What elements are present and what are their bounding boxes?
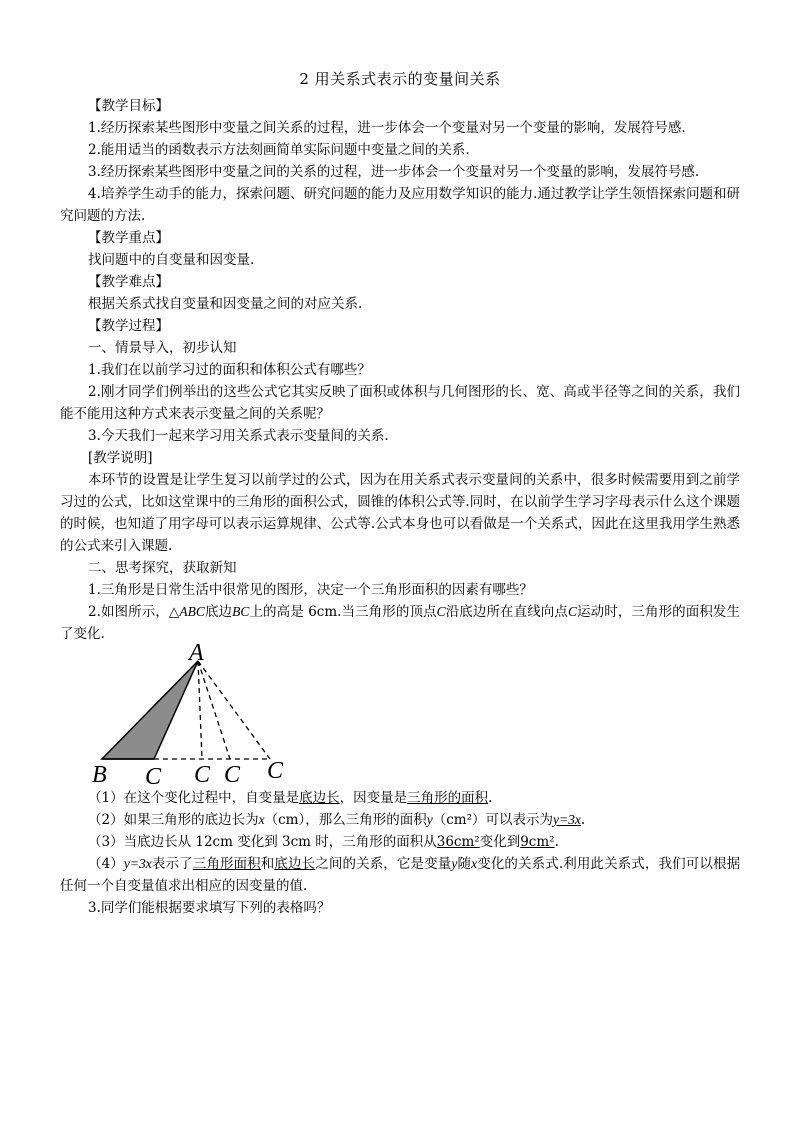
vertex-label-c: C [267, 758, 284, 784]
answer-item: （1）在这个变化过程中，自变量是底边长，因变量是三角形的面积. [88, 790, 493, 806]
goal-item: 4.培养学生动手的能力，探索问题、研究问题的能力及应用数学知识的能力.通过教学让学生领悟探索问题和研究问题的方法. [60, 186, 740, 224]
section-heading: 二、思考探究，获取新知 [88, 560, 237, 576]
page-title: 2 用关系式表示的变量间关系 [299, 70, 501, 88]
heading-difficulties: 【教学难点】 [88, 274, 169, 290]
question-item: 1.三角形是日常生活中很常见的图形，决定一个三角形面积的因素有哪些？ [88, 582, 533, 598]
answer-blank: y=3x [553, 812, 581, 827]
answer-blank: 36cm² [436, 834, 480, 850]
dashed-side [198, 661, 270, 759]
question-item: 3.同学们能根据要求填写下列的表格吗？ [88, 900, 331, 916]
question-item: 2.如图所示，△ABC底边BC上的高是 6cm.当三角形的顶点C沿底边所在直线向点C运动时，三角形的面积发生了变化. [60, 604, 741, 642]
goal-item: 3.经历探索某些图形中变量之间的关系的过程，进一步体会一个变量对另一个变量的影响，发展符号感. [88, 164, 700, 180]
answer-blank: 三角形的面积 [407, 790, 489, 806]
goal-item: 1.经历探索某些图形中变量之间关系的过程，进一步体会一个变量对另一个变量的影响，发展符号感. [88, 120, 686, 136]
key-point-text: 找问题中的自变量和因变量. [88, 252, 255, 268]
heading-goals: 【教学目标】 [88, 98, 169, 114]
vertex-label-b: B [92, 762, 107, 788]
answer-blank: 9cm² [520, 834, 555, 850]
dashed-side [198, 661, 202, 759]
triangle-figure [92, 640, 298, 790]
vertex-label-c: C [224, 762, 241, 788]
answer-item: （4）y=3x表示了三角形面积和底边长之间的关系，它是变量y随x变化的关系式.利用此关系式，我们可以根据任何一个自变量值求出相应的因变量的值. [60, 856, 741, 894]
teaching-note-body: 本环节的设置是让学生复习以前学过的公式，因为在用关系式表示变量间的关系中，很多时候需要用到之前学习过的公式，比如这堂课中的三角形的面积公式，圆锥的体积公式等.同时，在以前学生学习字母表示什么这个课题的时候，也知道了用字母可以表示运算规律、公式等.公式本身也可以看做是一个关系式，因此在这里我用学生熟悉的公式来引入课题. [60, 472, 740, 554]
answer-item: （3）当底边长从 12cm 变化到 3cm 时，三角形的面积从36cm²变化到9cm². [88, 834, 559, 850]
heading-key-points: 【教学重点】 [88, 230, 169, 246]
vertex-label-a: A [189, 640, 204, 666]
goal-item: 2.能用适当的函数表示方法刻画简单实际问题中变量之间的关系. [88, 142, 470, 158]
vertex-label-c: C [194, 762, 211, 788]
document-page [60, 68, 740, 919]
heading-process: 【教学过程】 [88, 318, 169, 334]
question-item: 1.我们在以前学习过的面积和体积公式有哪些？ [88, 362, 371, 378]
dashed-side [198, 661, 230, 759]
section-heading: 一、情景导入，初步认知 [88, 340, 237, 356]
answer-blank: 底边长 [299, 790, 340, 806]
teaching-note-heading: [教学说明] [88, 450, 153, 466]
question-item: 2.刚才同学们例举出的这些公式它其实反映了面积或体积与几何图形的长、宽、高或半径等之间的关系，我们能不能用这种方式来表示变量之间的关系呢？ [60, 384, 740, 422]
difficulty-text: 根据关系式找自变量和因变量之间的对应关系. [88, 296, 363, 312]
answer-item: （2）如果三角形的底边长为x（cm），那么三角形的面积y（cm²）可以表示为y=3x. [88, 812, 586, 828]
question-item: 3.今天我们一起来学习用关系式表示变量间的关系. [88, 428, 389, 444]
shaded-triangle [102, 661, 198, 759]
vertex-label-c: C [145, 764, 162, 790]
answer-blank: 三角形面积 [192, 856, 261, 872]
answer-blank: 底边长 [274, 856, 316, 872]
